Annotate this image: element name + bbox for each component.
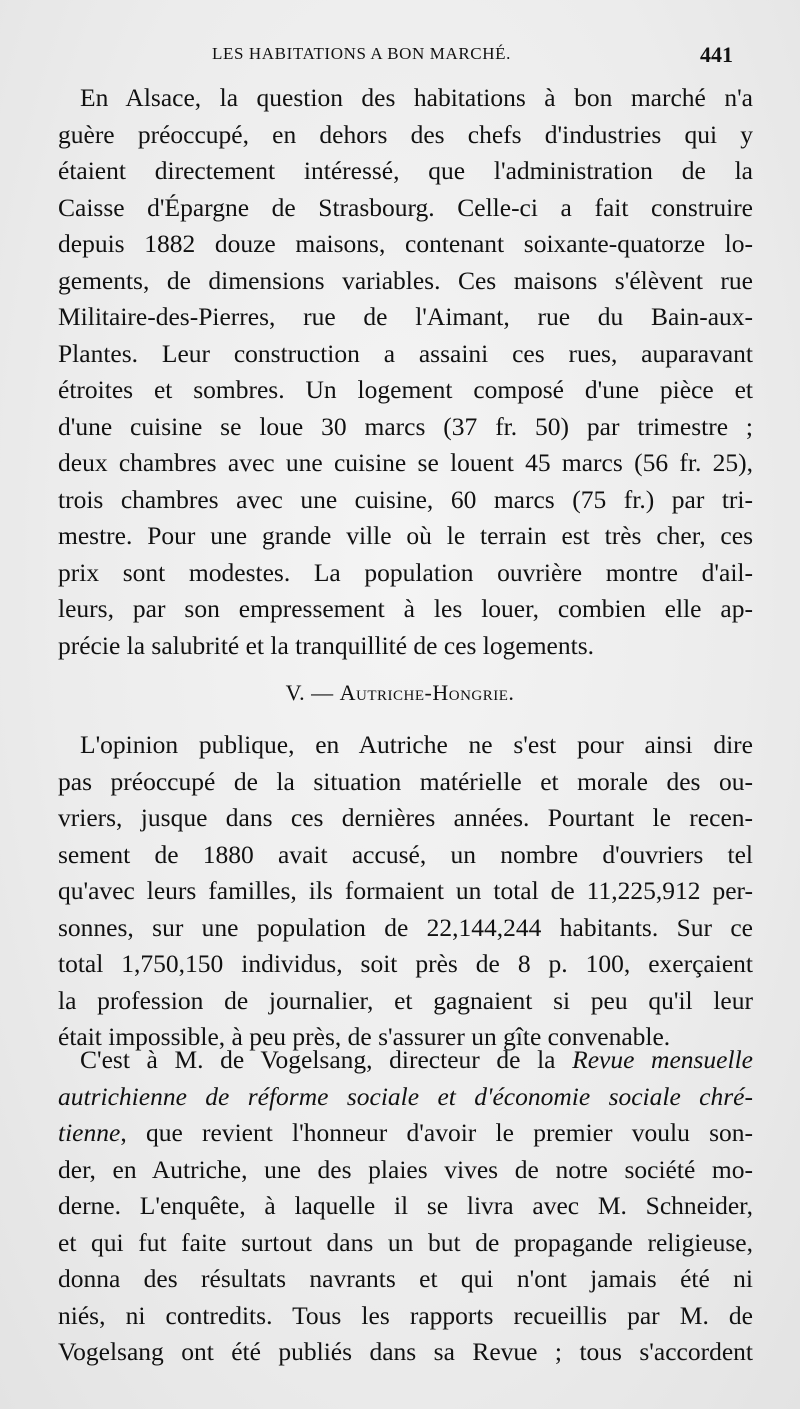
text-line: gements, de dimensions variables. Ces maisons s'élèvent rue — [58, 265, 753, 295]
section-title: Autriche-Hongrie. — [339, 680, 515, 705]
text-line: niés, ni contredits. Tous les rapports recueillis par M. de — [58, 1300, 753, 1330]
text-line: donna des résultats navrants et qui n'ont jamais été ni — [58, 1264, 753, 1293]
text-line: pas préoccupé de la situation matérielle et morale des ou- — [58, 766, 753, 796]
text-line: était impossible, à peu près, de s'assurer un gîte convenable. — [58, 1022, 671, 1051]
text-run: , que revient l'honneur d'avoir le premier voulu son- — [120, 1118, 753, 1147]
text-line: Militaire-des-Pierres, rue de l'Aimant, rue du Bain-aux- — [58, 302, 753, 331]
text-line: la profession de journalier, et gagnaient si peu qu'il leur — [58, 985, 753, 1015]
journal-title-end: tienne — [58, 1118, 121, 1147]
text-line — [58, 1115, 753, 1152]
section-number: V. — — [285, 680, 334, 705]
text-line: sonnes, sur une population de 22,144,244 habitants. Sur ce — [58, 912, 753, 942]
text-line: depuis 1882 douze maisons, contenant soixante-quatorze lo- — [58, 229, 753, 258]
text-line: autrichienne de réforme sociale et d'économie sociale chré- — [58, 1081, 753, 1111]
paragraph-alsace — [58, 80, 753, 664]
section-heading — [0, 680, 800, 706]
text-line: Caisse d'Épargne de Strasbourg. Celle-ci a fait construire — [58, 192, 753, 222]
text-line: derne. L'enquête, à laquelle il se livra avec M. Schneider, — [58, 1191, 753, 1220]
journal-title-start: Revue mensuelle — [572, 1045, 753, 1074]
text-line: En Alsace, la question des habitations à bon marché n'a — [80, 83, 753, 112]
text-line: qu'avec leurs familles, ils formaient un total de 11,225,912 per- — [58, 876, 753, 905]
text-line: précie la salubrité et la tranquillité de ces logements. — [58, 630, 594, 660]
text-line: prix sont modestes. La population ouvrière montre d'ail- — [58, 557, 753, 587]
text-line: étaient directement intéressé, que l'administration de la — [58, 156, 753, 185]
page-header — [0, 42, 800, 76]
running-head: LES HABITATIONS A BON MARCHÉ. — [212, 44, 511, 63]
text-line: vriers, jusque dans ces dernières années. Pourtant le recen- — [58, 803, 753, 832]
text-line: deux chambres avec une cuisine se louent 45 marcs (56 fr. 25), — [58, 448, 753, 477]
text-run: C'est à M. de Vogelsang, directeur de la — [80, 1045, 573, 1074]
text-line: et qui fut faite surtout dans un but de propagande religieuse, — [58, 1227, 753, 1257]
text-line: Vogelsang ont été publiés dans sa Revue ; tous s'accordent — [58, 1337, 753, 1366]
text-line: d'une cuisine se loue 30 marcs (37 fr. 50) par trimestre ; — [58, 411, 753, 441]
text-line: L'opinion publique, en Autriche ne s'est pour ainsi dire — [80, 730, 753, 759]
text-line: Plantes. Leur construction a assaini ces rues, auparavant — [58, 338, 753, 368]
text-line: étroites et sombres. Un logement composé d'une pièce et — [58, 375, 753, 404]
text-line: trois chambres avec une cuisine, 60 marcs (75 fr.) par tri- — [58, 484, 753, 514]
paragraph-autriche — [58, 727, 753, 1056]
text-line: sement de 1880 avait accusé, un nombre d'ouvriers tel — [58, 839, 753, 869]
text-line: mestre. Pour une grande ville où le terrain est très cher, ces — [58, 521, 753, 550]
text-line — [58, 1042, 753, 1079]
page-number: 441 — [700, 42, 733, 67]
text-line: total 1,750,150 individus, soit près de 8 p. 100, exerçaient — [58, 949, 753, 978]
paragraph-vogelsang — [58, 1042, 753, 1371]
text-line: leurs, par son empressement à les louer, combien elle ap- — [58, 594, 753, 623]
text-line: guère préoccupé, en dehors des chefs d'industries qui y — [58, 119, 753, 149]
text-line: der, en Autriche, une des plaies vives de notre société mo- — [58, 1154, 753, 1184]
